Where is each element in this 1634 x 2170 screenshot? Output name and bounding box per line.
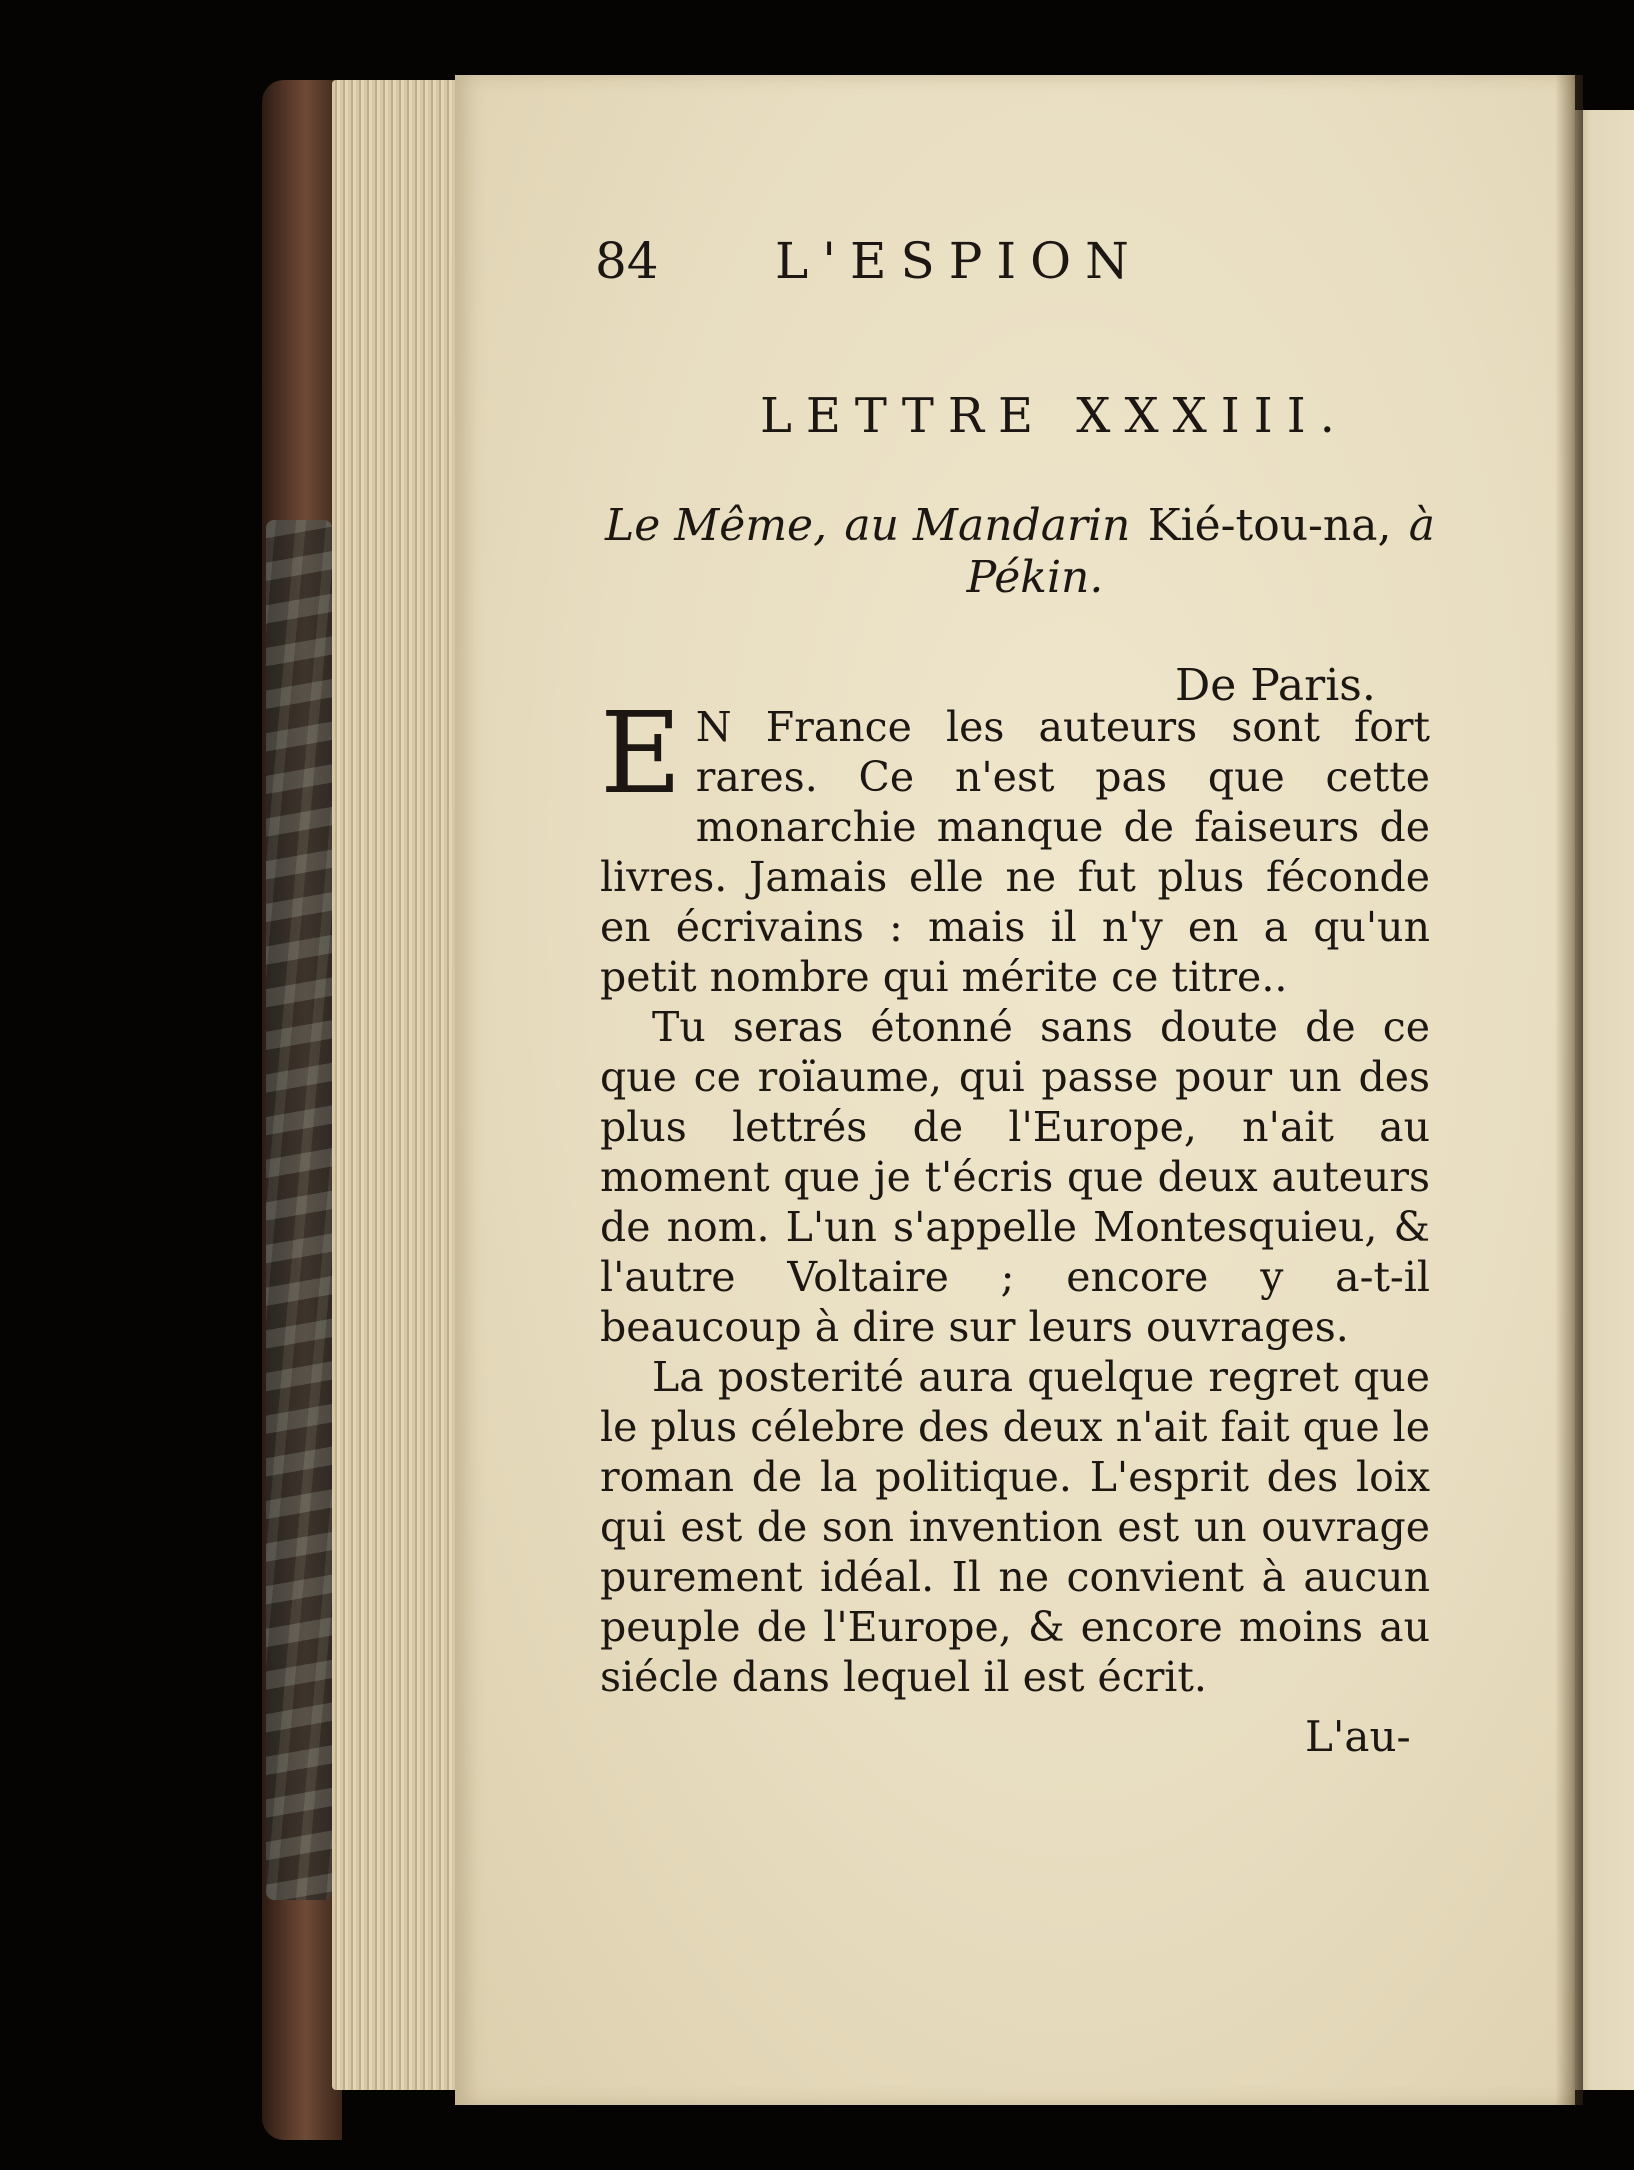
running-title: L'ESPION [775,232,1143,290]
address-city: Pékin. [966,552,1104,603]
page-gutter [1555,75,1583,2105]
letter-address [605,500,1435,604]
page-edges [332,80,462,2090]
paragraph-2: Tu seras étonné sans doute de ce que ce roïaume, qui passe pour un des plus lettrés de l'Europe, n'ait au moment que je t'écris que deux auteurs de nom. L'un s'appelle Montesquieu, & l'autre Voltaire ; encore y a-t-il beaucoup à dire sur leurs ouvrages. [600,1003,1430,1351]
marbled-cover [266,520,332,1900]
address-preposition: à [1408,500,1435,551]
page-number: 84 [595,232,659,290]
paragraph-1 [600,689,1430,1002]
catchword: L'au- [1305,1712,1411,1761]
paragraph-3: La posterité aura quelque regret que le plus célebre des deux n'ait fait que le roman de la politique. L'esprit des loix qui est de son invention est un ouvrage purement idéal. Il ne convient à aucun peuple de l'Europe, & encore moins au siécle dans lequel il est écrit. [600,1353,1430,1701]
letter-heading: LETTRE XXXIII. [760,388,1349,444]
address-recipient-title: au Mandarin [844,500,1131,551]
paragraph-1-text: N France les auteurs sont fort rares. Ce n'est pas que cette monarchie manque de faiseurs de livres. Jamais elle ne fut plus féconde en écrivains : mais il n'y en a qu'un petit nombre qui mérite ce titre.. [600,703,1430,1001]
dateline: De Paris. [1175,660,1376,711]
address-sender: Le Même, [605,500,828,551]
address-recipient-name: Kié-tou-na, [1147,500,1392,551]
letter-body [600,689,1430,1702]
drop-cap: E [600,689,682,819]
